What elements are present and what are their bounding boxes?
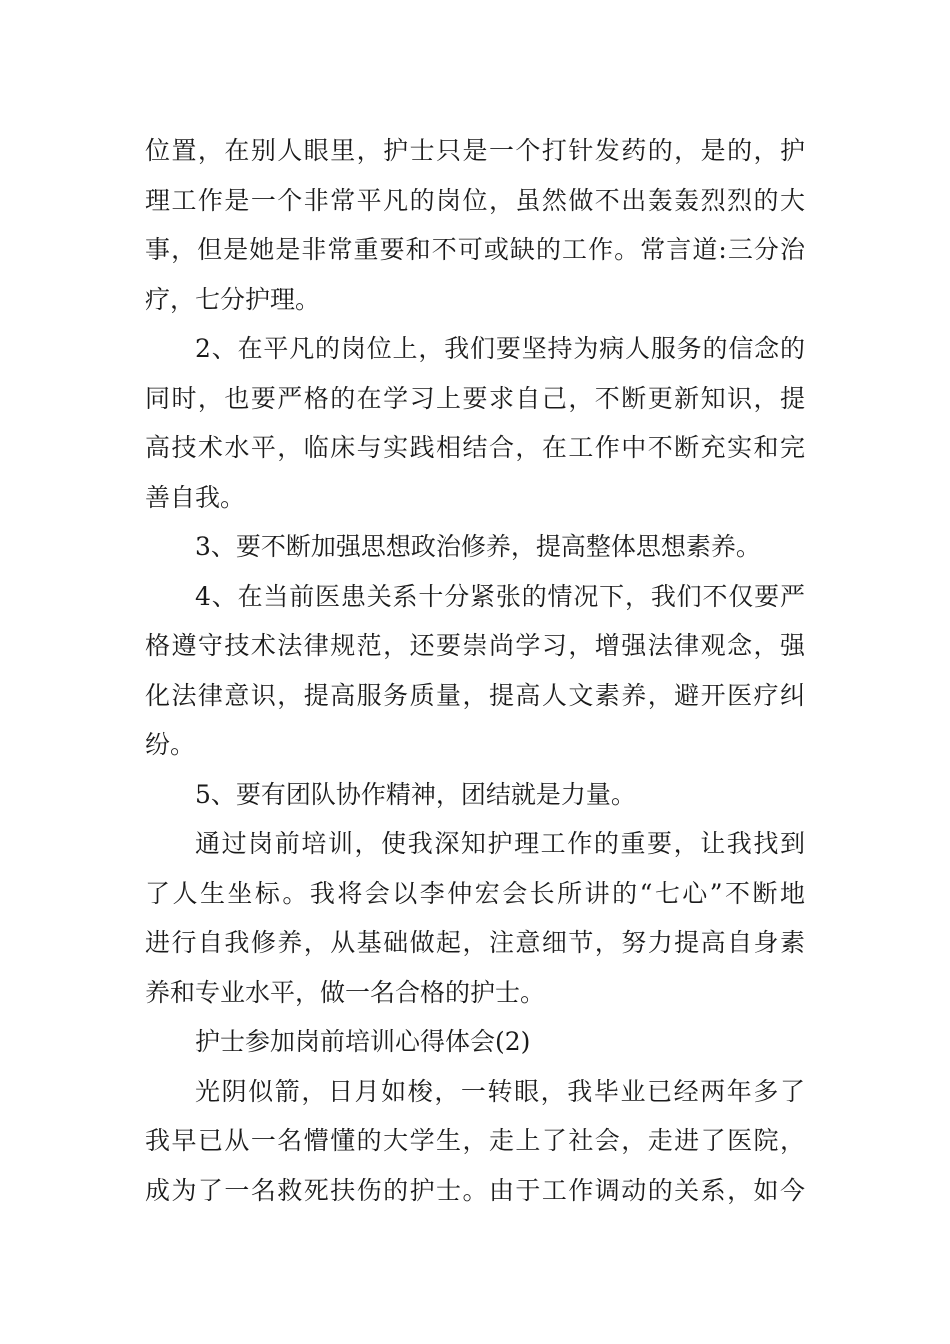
text-line: 我早已从一名懵懂的大学生，走上了社会，走进了医院， — [145, 1126, 805, 1155]
text-line: 同时，也要严格的在学习上要求自己，不断更新知识，提 — [145, 383, 805, 413]
text-line: 3、要不断加强思想政治修养，提高整体思想素养。 — [195, 532, 761, 561]
text-line: 善自我。 — [145, 482, 246, 512]
text-line: 格遵守技术法律规范，还要崇尚学习，增强法律观念，强 — [145, 631, 805, 660]
text-line: 2、在平凡的岗位上，我们要坚持为病人服务的信念的 — [195, 334, 805, 363]
document-body — [145, 126, 805, 1215]
text-line: 位置，在别人眼里，护士只是一个打针发药的，是的，护 — [145, 136, 805, 165]
text-line: 护士参加岗前培训心得体会(2) — [195, 1027, 531, 1056]
text-line: 化法律意识，提高服务质量，提高人文素养，避开医疗纠 — [145, 680, 805, 710]
text-line: 疗，七分护理。 — [145, 284, 321, 314]
text-line: 高技术水平，临床与实践相结合，在工作中不断充实和完 — [145, 433, 805, 462]
text-line: 养和专业水平，做一名合格的护士。 — [145, 977, 546, 1007]
text-line: 光阴似箭，日月如梭，一转眼，我毕业已经两年多了 — [195, 1076, 805, 1106]
text-line: 成为了一名救死扶伤的护士。由于工作调动的关系，如今 — [145, 1175, 805, 1205]
text-line: 通过岗前培训，使我深知护理工作的重要，让我找到 — [195, 829, 805, 858]
text-line: 4、在当前医患关系十分紧张的情况下，我们不仅要严 — [195, 581, 805, 611]
text-line: 事，但是她是非常重要和不可或缺的工作。常言道:三分治 — [145, 235, 805, 264]
text-line: 进行自我修养，从基础做起，注意细节，努力提高自身素 — [145, 928, 805, 957]
text-line: 了人生坐标。我将会以李仲宏会长所讲的“七心”不断地 — [145, 878, 805, 908]
text-line: 理工作是一个非常平凡的岗位，虽然做不出轰轰烈烈的大 — [145, 185, 805, 215]
text-line: 纷。 — [145, 730, 196, 759]
text-line: 5、要有团队协作精神，团结就是力量。 — [195, 779, 636, 809]
